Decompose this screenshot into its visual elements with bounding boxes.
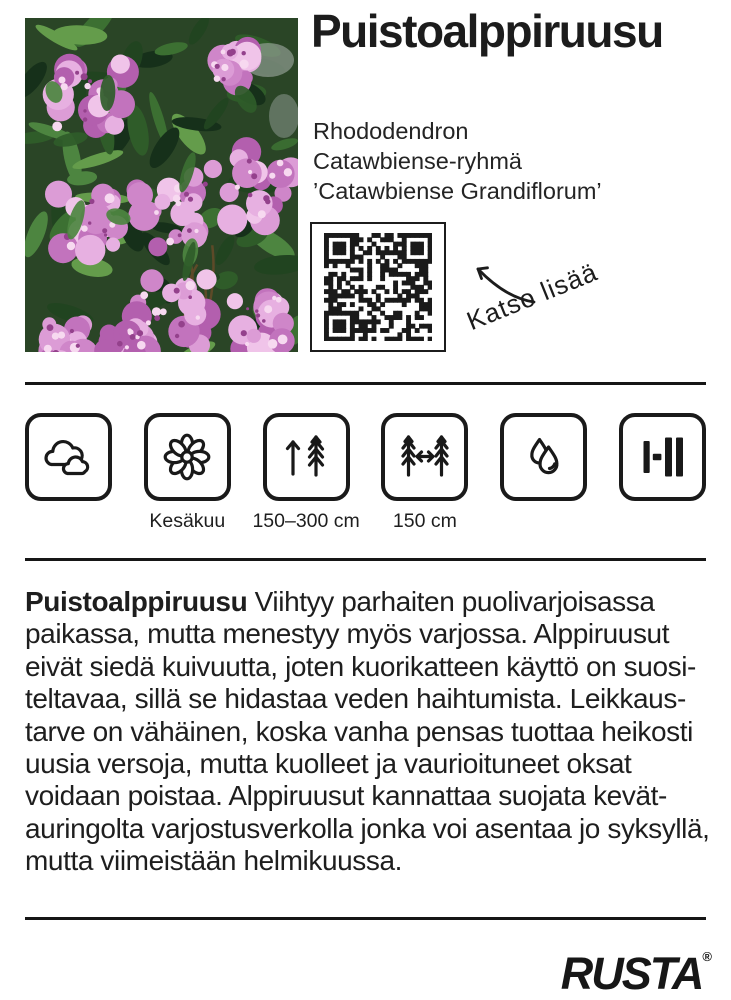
qr-code[interactable]	[310, 222, 446, 352]
attribute-icons-row	[25, 413, 706, 533]
attr-label: 150–300 cm	[252, 510, 360, 532]
attr-flowering-month	[144, 413, 231, 533]
divider-top	[25, 382, 706, 385]
attr-plant-width	[381, 413, 468, 533]
rusta-logo	[561, 948, 712, 1000]
description-text: Puistoalppiruusu Viihtyy parhaiten puolivarjoisassa paikassa, mutta menestyy myös varjossa. Alppiruusut eivät siedä kuivuutta, joten kuorikatteen käyttö on suosi- teltavaa, sillä se hidastaa veden haihtumista. Leikkaus- tarve on vähäinen, koska vanha pensas tuottaa heikosti uusia versoja, mutta kuolleet ja vaurioituneet oksat voidaan poistaa. Alppiruusut kannattaa suojata kevät- auringolta varjostusverkolla jonka voi asentaa jo syksyllä, mutta viimeistään helmikuussa.	[25, 586, 710, 877]
clouds-icon	[25, 413, 112, 501]
botanical-name: Rhododendron Catawbiense-ryhmä ’Catawbiense Grandiflorum’	[313, 118, 602, 204]
qr-code-image	[324, 233, 432, 341]
flower-icon	[144, 413, 231, 501]
plant-width-icon	[381, 413, 468, 501]
attr-label: 150 cm	[392, 510, 457, 532]
registered-mark: ®	[702, 949, 712, 964]
divider-middle	[25, 558, 706, 561]
water-drops-icon	[500, 413, 587, 501]
attr-hardiness-zone	[619, 413, 706, 533]
attr-sunlight	[25, 413, 112, 533]
qr-caption: Katso lisää	[462, 256, 602, 337]
page-title: Puistoalppiruusu	[311, 5, 663, 57]
attr-watering	[500, 413, 587, 533]
rhododendron-photo	[25, 18, 298, 352]
attr-plant-height	[252, 413, 360, 533]
divider-bottom	[25, 917, 706, 920]
plant-photo	[25, 18, 298, 352]
rusta-logo-text: RUSTA	[560, 948, 703, 999]
plant-height-icon	[263, 413, 350, 501]
attr-label: Kesäkuu	[149, 510, 226, 532]
zone-i-ii-icon	[619, 413, 706, 501]
